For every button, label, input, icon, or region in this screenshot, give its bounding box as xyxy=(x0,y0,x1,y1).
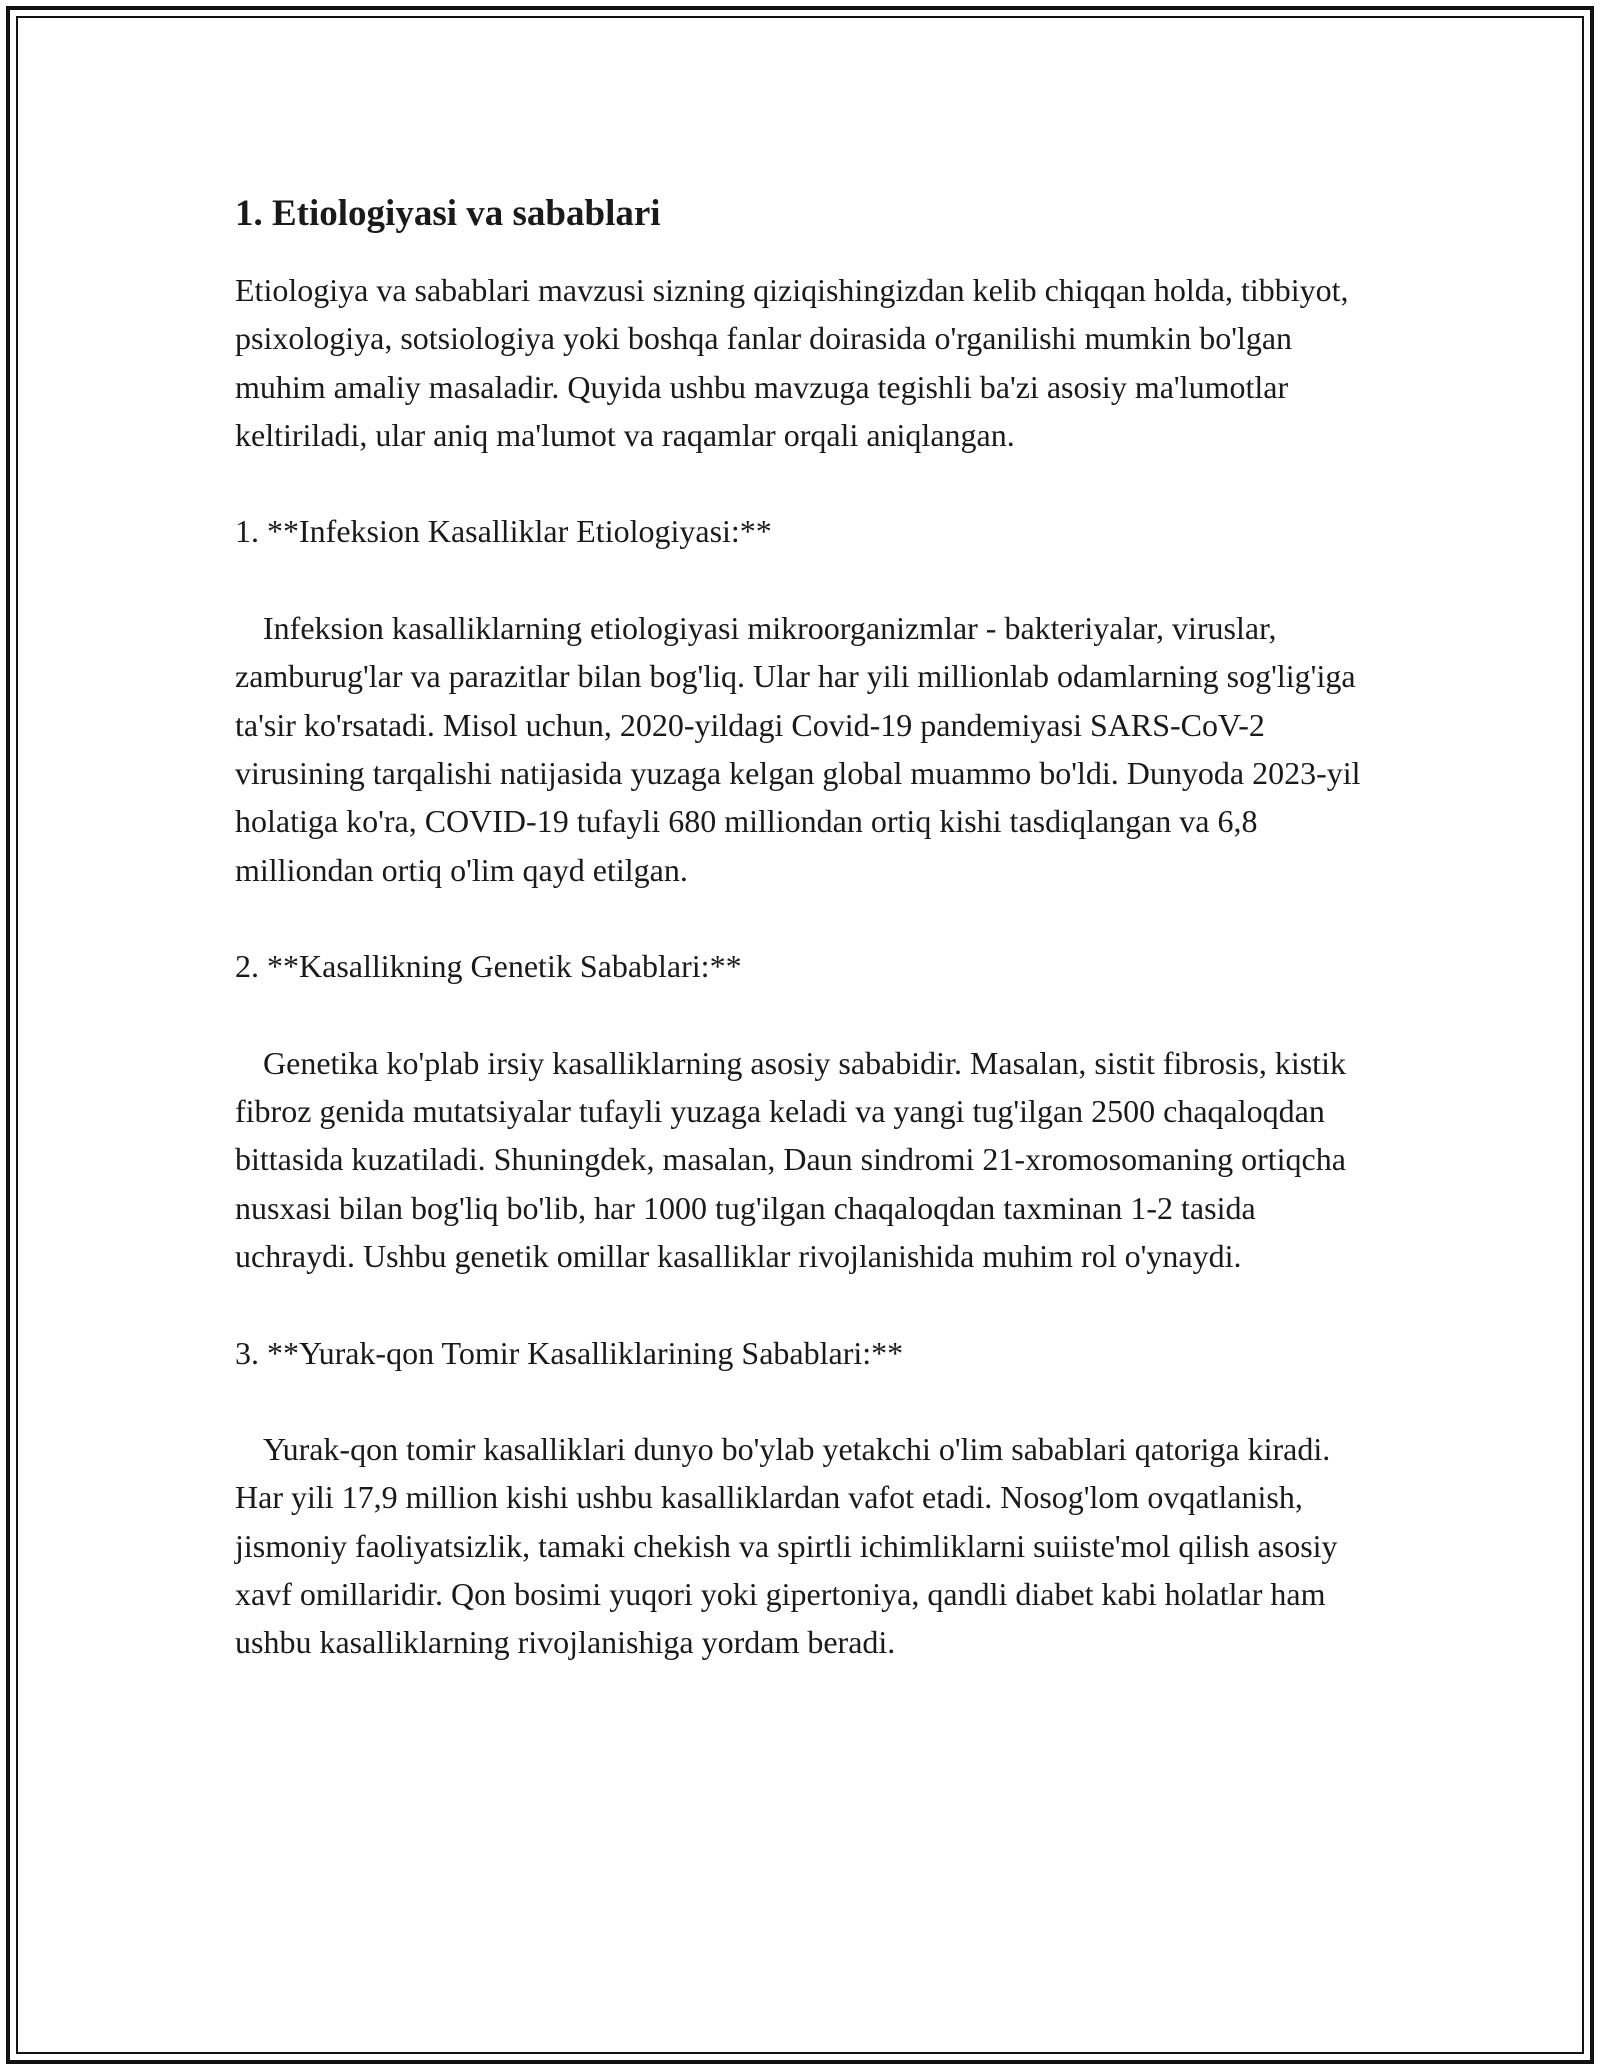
section-text-genetics: Genetika ko'plab irsiy kasalliklarning asosiy sababidir. Masalan, sistit fibrosis, kistik fibroz genida mutatsiyalar tufayli yuzaga keladi va yangi tug'ilgan 2500 chaqaloqdan bittasida kuzatiladi. Shuningdek, masalan, Daun sindromi 21-xromosomaning ortiqcha nusxasi bilan bog'liq bo'lib, har 1000 tug'ilgan chaqaloqdan taxminan 1-2 tasida uchraydi. Ushbu genetik omillar kasalliklar rivojlanishida muhim rol o'ynaydi. xyxy=(235,1044,1354,1274)
spacer xyxy=(235,1280,1375,1328)
section-body-genetics xyxy=(235,1039,1375,1280)
section-text-infections: Infeksion kasalliklarning etiologiyasi mikroorganizmlar - bakteriyalar, viruslar, zamburug'lar va parazitlar bilan bog'liq. Ular har yili millionlab odamlarning sog'lig'iga ta'sir ko'rsatadi. Misol uchun, 2020-yildagi Covid-19 pandemiyasi SARS-CoV-2 virusining tarqalishi natijasida yuzaga kelgan global muammo bo'ldi. Dunyoda 2023-yil holatiga ko'ra, COVID-19 tufayli 680 milliondan ortiq kishi tasdiqlangan va 6,8 milliondan ortiq o'lim qayd etilgan. xyxy=(235,610,1369,888)
section-heading-genetics: 2. **Kasallikning Genetik Sabablari:** xyxy=(235,948,742,985)
spacer xyxy=(235,459,1375,507)
section-heading-cardio: 3. **Yurak-qon Tomir Kasalliklarining Sabablari:** xyxy=(235,1334,904,1371)
spacer xyxy=(235,990,1375,1038)
document-body xyxy=(235,186,1375,1667)
intro-paragraph: Etiologiya va sabablari mavzusi sizning qiziqishingizdan kelib chiqqan holda, tibbiyot, psixologiya, sotsiologiya yoki boshqa fanlar doirasida o'rganilishi mumkin bo'lgan muhim amaliy masaladir. Quyida ushbu mavzuga tegishli ba'zi asosiy ma'lumotlar keltiriladi, ular aniq ma'lumot va raqamlar orqali aniqlangan. xyxy=(235,272,1357,453)
section-heading-infections: 1. **Infeksion Kasalliklar Etiologiyasi:** xyxy=(235,513,772,550)
section-body-cardio xyxy=(235,1425,1375,1666)
spacer xyxy=(235,556,1375,604)
section-text-cardio: Yurak-qon tomir kasalliklari dunyo bo'ylab yetakchi o'lim sabablari qatoriga kiradi. Har yili 17,9 million kishi ushbu kasalliklardan vafot etadi. Nosog'lom ovqatlanish, jismoniy faoliyatsizlik, tamaki chekish va spirtli ichimliklarni suiiste'mol qilish asosiy xavf omillaridir. Qon bosimi yuqori yoki gipertoniya, qandli diabet kabi holatlar ham ushbu kasalliklarning rivojlanishiga yordam beradi. xyxy=(235,1431,1346,1661)
section-body-infections xyxy=(235,604,1375,894)
document-title: 1. Etiologiyasi va sabablari xyxy=(235,193,661,234)
spacer xyxy=(235,894,1375,942)
spacer xyxy=(235,1377,1375,1425)
